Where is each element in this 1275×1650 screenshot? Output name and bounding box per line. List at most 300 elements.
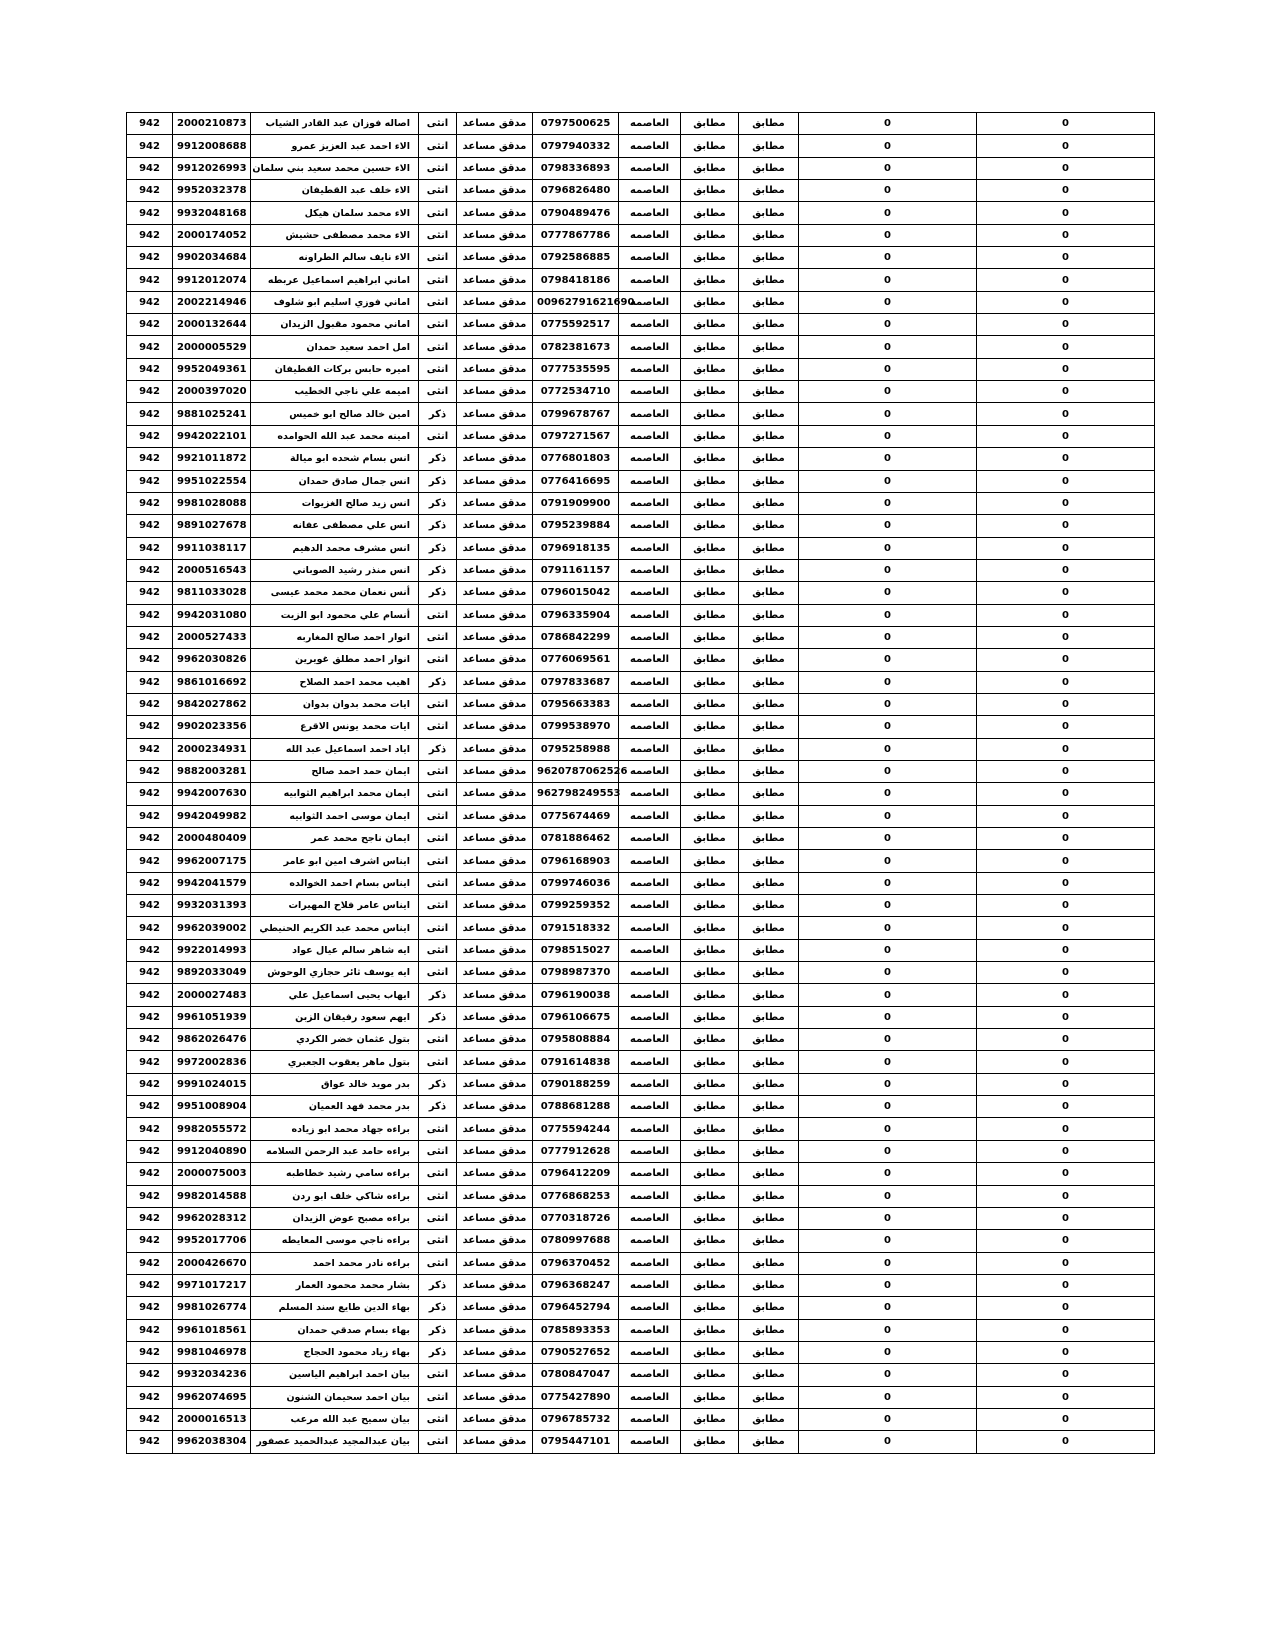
- value-a-cell: 0: [799, 693, 977, 715]
- id-number-cell: 2000480409: [173, 828, 251, 850]
- verification-status-cell: مطابق: [739, 515, 799, 537]
- verification-status-cell: مطابق: [739, 1431, 799, 1453]
- value-b-cell: 0: [977, 872, 1155, 894]
- match-status-cell: مطابق: [681, 135, 739, 157]
- verification-status-cell: مطابق: [739, 716, 799, 738]
- value-b-cell: 0: [977, 604, 1155, 626]
- value-b-cell: 0: [977, 738, 1155, 760]
- id-number-cell: 9902023356: [173, 716, 251, 738]
- governorate-cell: العاصمه: [619, 381, 681, 403]
- gender-cell: انثى: [419, 626, 457, 648]
- governorate-cell: العاصمه: [619, 336, 681, 358]
- table-row: [127, 314, 1155, 336]
- job-title-cell: مدقق مساعد: [457, 1341, 533, 1363]
- value-a-cell: 0: [799, 202, 977, 224]
- verification-status-cell: مطابق: [739, 805, 799, 827]
- table-row: [127, 1185, 1155, 1207]
- job-title-cell: مدقق مساعد: [457, 805, 533, 827]
- verification-status-cell: مطابق: [739, 604, 799, 626]
- gender-cell: انثى: [419, 135, 457, 157]
- gender-cell: انثى: [419, 1118, 457, 1140]
- code-cell: 942: [127, 358, 173, 380]
- match-status-cell: مطابق: [681, 917, 739, 939]
- match-status-cell: مطابق: [681, 1408, 739, 1430]
- value-a-cell: 0: [799, 895, 977, 917]
- id-number-cell: 2000397020: [173, 381, 251, 403]
- full-name-cell: ايهاب يحيى اسماعيل علي: [251, 984, 419, 1006]
- gender-cell: انثى: [419, 1386, 457, 1408]
- full-name-cell: انس جمال صادق حمدان: [251, 470, 419, 492]
- match-status-cell: مطابق: [681, 425, 739, 447]
- code-cell: 942: [127, 1364, 173, 1386]
- value-b-cell: 0: [977, 917, 1155, 939]
- governorate-cell: العاصمه: [619, 582, 681, 604]
- value-b-cell: 0: [977, 895, 1155, 917]
- gender-cell: انثى: [419, 1408, 457, 1430]
- gender-cell: انثى: [419, 693, 457, 715]
- job-title-cell: مدقق مساعد: [457, 604, 533, 626]
- job-title-cell: مدقق مساعد: [457, 1364, 533, 1386]
- value-b-cell: 0: [977, 1230, 1155, 1252]
- verification-status-cell: مطابق: [739, 224, 799, 246]
- match-status-cell: مطابق: [681, 247, 739, 269]
- full-name-cell: بيان احمد ابراهيم الياسين: [251, 1364, 419, 1386]
- full-name-cell: انوار احمد صالح المغاربه: [251, 626, 419, 648]
- verification-status-cell: مطابق: [739, 157, 799, 179]
- verification-status-cell: مطابق: [739, 1230, 799, 1252]
- phone-cell: 0796368247: [533, 1274, 619, 1296]
- phone-cell: 0799259352: [533, 895, 619, 917]
- table-row: [127, 291, 1155, 313]
- id-number-cell: 9981026774: [173, 1297, 251, 1319]
- table-row: [127, 113, 1155, 135]
- id-number-cell: 9962039002: [173, 917, 251, 939]
- governorate-cell: العاصمه: [619, 1297, 681, 1319]
- verification-status-cell: مطابق: [739, 314, 799, 336]
- value-b-cell: 0: [977, 783, 1155, 805]
- gender-cell: انثى: [419, 850, 457, 872]
- job-title-cell: مدقق مساعد: [457, 738, 533, 760]
- match-status-cell: مطابق: [681, 1252, 739, 1274]
- full-name-cell: الاء نايف سالم الطراونه: [251, 247, 419, 269]
- gender-cell: انثى: [419, 247, 457, 269]
- governorate-cell: العاصمه: [619, 492, 681, 514]
- code-cell: 942: [127, 917, 173, 939]
- job-title-cell: مدقق مساعد: [457, 470, 533, 492]
- match-status-cell: مطابق: [681, 1431, 739, 1453]
- phone-cell: 0790188259: [533, 1073, 619, 1095]
- phone-cell: 0797271567: [533, 425, 619, 447]
- full-name-cell: براءه جهاد محمد ابو زياده: [251, 1118, 419, 1140]
- governorate-cell: العاصمه: [619, 604, 681, 626]
- id-number-cell: 9921011872: [173, 448, 251, 470]
- match-status-cell: مطابق: [681, 895, 739, 917]
- match-status-cell: مطابق: [681, 649, 739, 671]
- governorate-cell: العاصمه: [619, 962, 681, 984]
- gender-cell: ذكر: [419, 984, 457, 1006]
- id-number-cell: 9962074695: [173, 1386, 251, 1408]
- job-title-cell: مدقق مساعد: [457, 1207, 533, 1229]
- governorate-cell: العاصمه: [619, 314, 681, 336]
- phone-cell: 0781886462: [533, 828, 619, 850]
- phone-cell: 0796190038: [533, 984, 619, 1006]
- full-name-cell: الاء محمد سلمان هيكل: [251, 202, 419, 224]
- value-a-cell: 0: [799, 1252, 977, 1274]
- table-row: [127, 269, 1155, 291]
- table-row: [127, 336, 1155, 358]
- code-cell: 942: [127, 314, 173, 336]
- value-a-cell: 0: [799, 314, 977, 336]
- match-status-cell: مطابق: [681, 1118, 739, 1140]
- verification-status-cell: مطابق: [739, 1073, 799, 1095]
- value-b-cell: 0: [977, 626, 1155, 648]
- phone-cell: 0780847047: [533, 1364, 619, 1386]
- table-row: [127, 939, 1155, 961]
- id-number-cell: 9981028088: [173, 492, 251, 514]
- code-cell: 942: [127, 157, 173, 179]
- value-b-cell: 0: [977, 984, 1155, 1006]
- verification-status-cell: مطابق: [739, 1051, 799, 1073]
- governorate-cell: العاصمه: [619, 1029, 681, 1051]
- gender-cell: ذكر: [419, 470, 457, 492]
- full-name-cell: براءه شاكي خلف ابو ردن: [251, 1185, 419, 1207]
- id-number-cell: 9911038117: [173, 537, 251, 559]
- code-cell: 942: [127, 1297, 173, 1319]
- table-row: [127, 895, 1155, 917]
- verification-status-cell: مطابق: [739, 470, 799, 492]
- value-b-cell: 0: [977, 1274, 1155, 1296]
- full-name-cell: الاء خلف عبد القطيفان: [251, 180, 419, 202]
- governorate-cell: العاصمه: [619, 939, 681, 961]
- value-b-cell: 0: [977, 649, 1155, 671]
- governorate-cell: العاصمه: [619, 224, 681, 246]
- id-number-cell: 9882003281: [173, 760, 251, 782]
- verification-status-cell: مطابق: [739, 738, 799, 760]
- verification-status-cell: مطابق: [739, 336, 799, 358]
- value-a-cell: 0: [799, 224, 977, 246]
- id-number-cell: 9942041579: [173, 872, 251, 894]
- full-name-cell: ايمان محمد ابراهيم الثوابيه: [251, 783, 419, 805]
- governorate-cell: العاصمه: [619, 760, 681, 782]
- full-name-cell: امين خالد صالح ابو خميس: [251, 403, 419, 425]
- full-name-cell: ايمان حمد احمد صالح: [251, 760, 419, 782]
- verification-status-cell: مطابق: [739, 917, 799, 939]
- value-a-cell: 0: [799, 962, 977, 984]
- job-title-cell: مدقق مساعد: [457, 1118, 533, 1140]
- table-row: [127, 649, 1155, 671]
- job-title-cell: مدقق مساعد: [457, 1408, 533, 1430]
- full-name-cell: براءه حامد عبد الرحمن السلامه: [251, 1140, 419, 1162]
- value-a-cell: 0: [799, 269, 977, 291]
- verification-status-cell: مطابق: [739, 448, 799, 470]
- job-title-cell: مدقق مساعد: [457, 626, 533, 648]
- value-b-cell: 0: [977, 180, 1155, 202]
- job-title-cell: مدقق مساعد: [457, 113, 533, 135]
- table-row: [127, 1051, 1155, 1073]
- verification-status-cell: مطابق: [739, 1096, 799, 1118]
- match-status-cell: مطابق: [681, 336, 739, 358]
- code-cell: 942: [127, 1118, 173, 1140]
- full-name-cell: انس منذر رشيد الصوباني: [251, 559, 419, 581]
- verification-status-cell: مطابق: [739, 425, 799, 447]
- verification-status-cell: مطابق: [739, 693, 799, 715]
- job-title-cell: مدقق مساعد: [457, 895, 533, 917]
- gender-cell: انثى: [419, 872, 457, 894]
- verification-status-cell: مطابق: [739, 582, 799, 604]
- code-cell: 942: [127, 895, 173, 917]
- match-status-cell: مطابق: [681, 1073, 739, 1095]
- code-cell: 942: [127, 939, 173, 961]
- job-title-cell: مدقق مساعد: [457, 1073, 533, 1095]
- value-b-cell: 0: [977, 671, 1155, 693]
- value-b-cell: 0: [977, 760, 1155, 782]
- verification-status-cell: مطابق: [739, 1319, 799, 1341]
- full-name-cell: الاء احمد عبد العزيز عمرو: [251, 135, 419, 157]
- gender-cell: انثى: [419, 1207, 457, 1229]
- value-a-cell: 0: [799, 135, 977, 157]
- match-status-cell: مطابق: [681, 157, 739, 179]
- value-b-cell: 0: [977, 850, 1155, 872]
- code-cell: 942: [127, 492, 173, 514]
- match-status-cell: مطابق: [681, 1297, 739, 1319]
- gender-cell: انثى: [419, 828, 457, 850]
- verification-status-cell: مطابق: [739, 1140, 799, 1162]
- value-b-cell: 0: [977, 1341, 1155, 1363]
- gender-cell: ذكر: [419, 1319, 457, 1341]
- gender-cell: انثى: [419, 649, 457, 671]
- code-cell: 942: [127, 247, 173, 269]
- code-cell: 942: [127, 1431, 173, 1453]
- code-cell: 942: [127, 1096, 173, 1118]
- gender-cell: ذكر: [419, 671, 457, 693]
- id-number-cell: 2000516543: [173, 559, 251, 581]
- governorate-cell: العاصمه: [619, 1230, 681, 1252]
- match-status-cell: مطابق: [681, 671, 739, 693]
- table-row: [127, 1364, 1155, 1386]
- verification-status-cell: مطابق: [739, 1408, 799, 1430]
- value-b-cell: 0: [977, 1319, 1155, 1341]
- value-b-cell: 0: [977, 828, 1155, 850]
- value-a-cell: 0: [799, 1408, 977, 1430]
- phone-cell: 0776868253: [533, 1185, 619, 1207]
- value-a-cell: 0: [799, 1051, 977, 1073]
- verification-status-cell: مطابق: [739, 358, 799, 380]
- full-name-cell: بيان احمد سحيمان الشنون: [251, 1386, 419, 1408]
- match-status-cell: مطابق: [681, 224, 739, 246]
- match-status-cell: مطابق: [681, 1364, 739, 1386]
- verification-status-cell: مطابق: [739, 269, 799, 291]
- value-a-cell: 0: [799, 403, 977, 425]
- value-a-cell: 0: [799, 760, 977, 782]
- phone-cell: 0798336893: [533, 157, 619, 179]
- full-name-cell: ايناس عامر فلاح المهيرات: [251, 895, 419, 917]
- full-name-cell: انس علي مصطفى عفانه: [251, 515, 419, 537]
- id-number-cell: 9942007630: [173, 783, 251, 805]
- value-b-cell: 0: [977, 135, 1155, 157]
- table-row: [127, 425, 1155, 447]
- value-b-cell: 0: [977, 1252, 1155, 1274]
- match-status-cell: مطابق: [681, 1386, 739, 1408]
- code-cell: 942: [127, 962, 173, 984]
- code-cell: 942: [127, 1163, 173, 1185]
- match-status-cell: مطابق: [681, 604, 739, 626]
- match-status-cell: مطابق: [681, 582, 739, 604]
- governorate-cell: العاصمه: [619, 1140, 681, 1162]
- code-cell: 942: [127, 626, 173, 648]
- value-a-cell: 0: [799, 984, 977, 1006]
- match-status-cell: مطابق: [681, 559, 739, 581]
- full-name-cell: ايناس اشرف امين ابو عامر: [251, 850, 419, 872]
- code-cell: 942: [127, 828, 173, 850]
- table-row: [127, 515, 1155, 537]
- match-status-cell: مطابق: [681, 872, 739, 894]
- table-row: [127, 1163, 1155, 1185]
- id-number-cell: 9932048168: [173, 202, 251, 224]
- match-status-cell: مطابق: [681, 760, 739, 782]
- job-title-cell: مدقق مساعد: [457, 358, 533, 380]
- full-name-cell: بتول عثمان خضر الكردي: [251, 1029, 419, 1051]
- full-name-cell: بهاء بسام صدقي حمدان: [251, 1319, 419, 1341]
- phone-cell: 0797500625: [533, 113, 619, 135]
- governorate-cell: العاصمه: [619, 828, 681, 850]
- governorate-cell: العاصمه: [619, 358, 681, 380]
- gender-cell: ذكر: [419, 537, 457, 559]
- id-number-cell: 9962038304: [173, 1431, 251, 1453]
- governorate-cell: العاصمه: [619, 1431, 681, 1453]
- table-row: [127, 1341, 1155, 1363]
- gender-cell: انثى: [419, 1185, 457, 1207]
- table-row: [127, 135, 1155, 157]
- value-a-cell: 0: [799, 872, 977, 894]
- id-number-cell: 9892033049: [173, 962, 251, 984]
- code-cell: 942: [127, 381, 173, 403]
- id-number-cell: 9932034236: [173, 1364, 251, 1386]
- table-row: [127, 1297, 1155, 1319]
- value-b-cell: 0: [977, 336, 1155, 358]
- value-a-cell: 0: [799, 381, 977, 403]
- governorate-cell: العاصمه: [619, 626, 681, 648]
- value-a-cell: 0: [799, 582, 977, 604]
- value-a-cell: 0: [799, 1029, 977, 1051]
- value-a-cell: 0: [799, 917, 977, 939]
- job-title-cell: مدقق مساعد: [457, 180, 533, 202]
- gender-cell: ذكر: [419, 1341, 457, 1363]
- table-row: [127, 738, 1155, 760]
- match-status-cell: مطابق: [681, 515, 739, 537]
- id-number-cell: 9971017217: [173, 1274, 251, 1296]
- value-b-cell: 0: [977, 1207, 1155, 1229]
- table-row: [127, 671, 1155, 693]
- id-number-cell: 2000027483: [173, 984, 251, 1006]
- value-a-cell: 0: [799, 738, 977, 760]
- job-title-cell: مدقق مساعد: [457, 1140, 533, 1162]
- code-cell: 942: [127, 1207, 173, 1229]
- table-row: [127, 1207, 1155, 1229]
- code-cell: 942: [127, 671, 173, 693]
- code-cell: 942: [127, 649, 173, 671]
- verification-status-cell: مطابق: [739, 850, 799, 872]
- code-cell: 942: [127, 403, 173, 425]
- job-title-cell: مدقق مساعد: [457, 224, 533, 246]
- gender-cell: انثى: [419, 716, 457, 738]
- full-name-cell: اماني فوزي اسليم ابو شلوف: [251, 291, 419, 313]
- id-number-cell: 9972002836: [173, 1051, 251, 1073]
- table-row: [127, 872, 1155, 894]
- verification-status-cell: مطابق: [739, 1274, 799, 1296]
- id-number-cell: 9952032378: [173, 180, 251, 202]
- verification-status-cell: مطابق: [739, 760, 799, 782]
- job-title-cell: مدقق مساعد: [457, 984, 533, 1006]
- match-status-cell: مطابق: [681, 358, 739, 380]
- governorate-cell: العاصمه: [619, 1073, 681, 1095]
- job-title-cell: مدقق مساعد: [457, 537, 533, 559]
- verification-status-cell: مطابق: [739, 559, 799, 581]
- full-name-cell: انس بسام شحده ابو ميالة: [251, 448, 419, 470]
- gender-cell: ذكر: [419, 559, 457, 581]
- value-b-cell: 0: [977, 381, 1155, 403]
- governorate-cell: العاصمه: [619, 1341, 681, 1363]
- match-status-cell: مطابق: [681, 1163, 739, 1185]
- verification-status-cell: مطابق: [739, 1297, 799, 1319]
- gender-cell: انثى: [419, 895, 457, 917]
- full-name-cell: اماني محمود مقبول الزيدان: [251, 314, 419, 336]
- value-b-cell: 0: [977, 1029, 1155, 1051]
- full-name-cell: اميمه علي ناجي الخطيب: [251, 381, 419, 403]
- gender-cell: انثى: [419, 1252, 457, 1274]
- table-row: [127, 828, 1155, 850]
- full-name-cell: الاء محمد مصطفى حشيش: [251, 224, 419, 246]
- table-row: [127, 1118, 1155, 1140]
- value-a-cell: 0: [799, 358, 977, 380]
- value-b-cell: 0: [977, 716, 1155, 738]
- value-a-cell: 0: [799, 1431, 977, 1453]
- match-status-cell: مطابق: [681, 1341, 739, 1363]
- value-a-cell: 0: [799, 1096, 977, 1118]
- id-number-cell: 9862026476: [173, 1029, 251, 1051]
- gender-cell: ذكر: [419, 1274, 457, 1296]
- gender-cell: ذكر: [419, 515, 457, 537]
- full-name-cell: انس مشرف محمد الدهيم: [251, 537, 419, 559]
- gender-cell: ذكر: [419, 1096, 457, 1118]
- id-number-cell: 2000075003: [173, 1163, 251, 1185]
- job-title-cell: مدقق مساعد: [457, 515, 533, 537]
- value-b-cell: 0: [977, 403, 1155, 425]
- phone-cell: 0775592517: [533, 314, 619, 336]
- verification-status-cell: مطابق: [739, 1185, 799, 1207]
- table-row: [127, 1252, 1155, 1274]
- table-row: [127, 559, 1155, 581]
- code-cell: 942: [127, 269, 173, 291]
- job-title-cell: مدقق مساعد: [457, 1029, 533, 1051]
- match-status-cell: مطابق: [681, 291, 739, 313]
- governorate-cell: العاصمه: [619, 425, 681, 447]
- full-name-cell: انس زيد صالح الغزيوات: [251, 492, 419, 514]
- value-b-cell: 0: [977, 291, 1155, 313]
- phone-cell: 0798987370: [533, 962, 619, 984]
- gender-cell: ذكر: [419, 582, 457, 604]
- value-b-cell: 0: [977, 1073, 1155, 1095]
- id-number-cell: 9902034684: [173, 247, 251, 269]
- verification-status-cell: مطابق: [739, 403, 799, 425]
- full-name-cell: ايمان موسى احمد الثوابيه: [251, 805, 419, 827]
- table-row: [127, 917, 1155, 939]
- value-a-cell: 0: [799, 805, 977, 827]
- governorate-cell: العاصمه: [619, 1163, 681, 1185]
- table-row: [127, 984, 1155, 1006]
- phone-cell: 0796918135: [533, 537, 619, 559]
- value-b-cell: 0: [977, 470, 1155, 492]
- table-row: [127, 1386, 1155, 1408]
